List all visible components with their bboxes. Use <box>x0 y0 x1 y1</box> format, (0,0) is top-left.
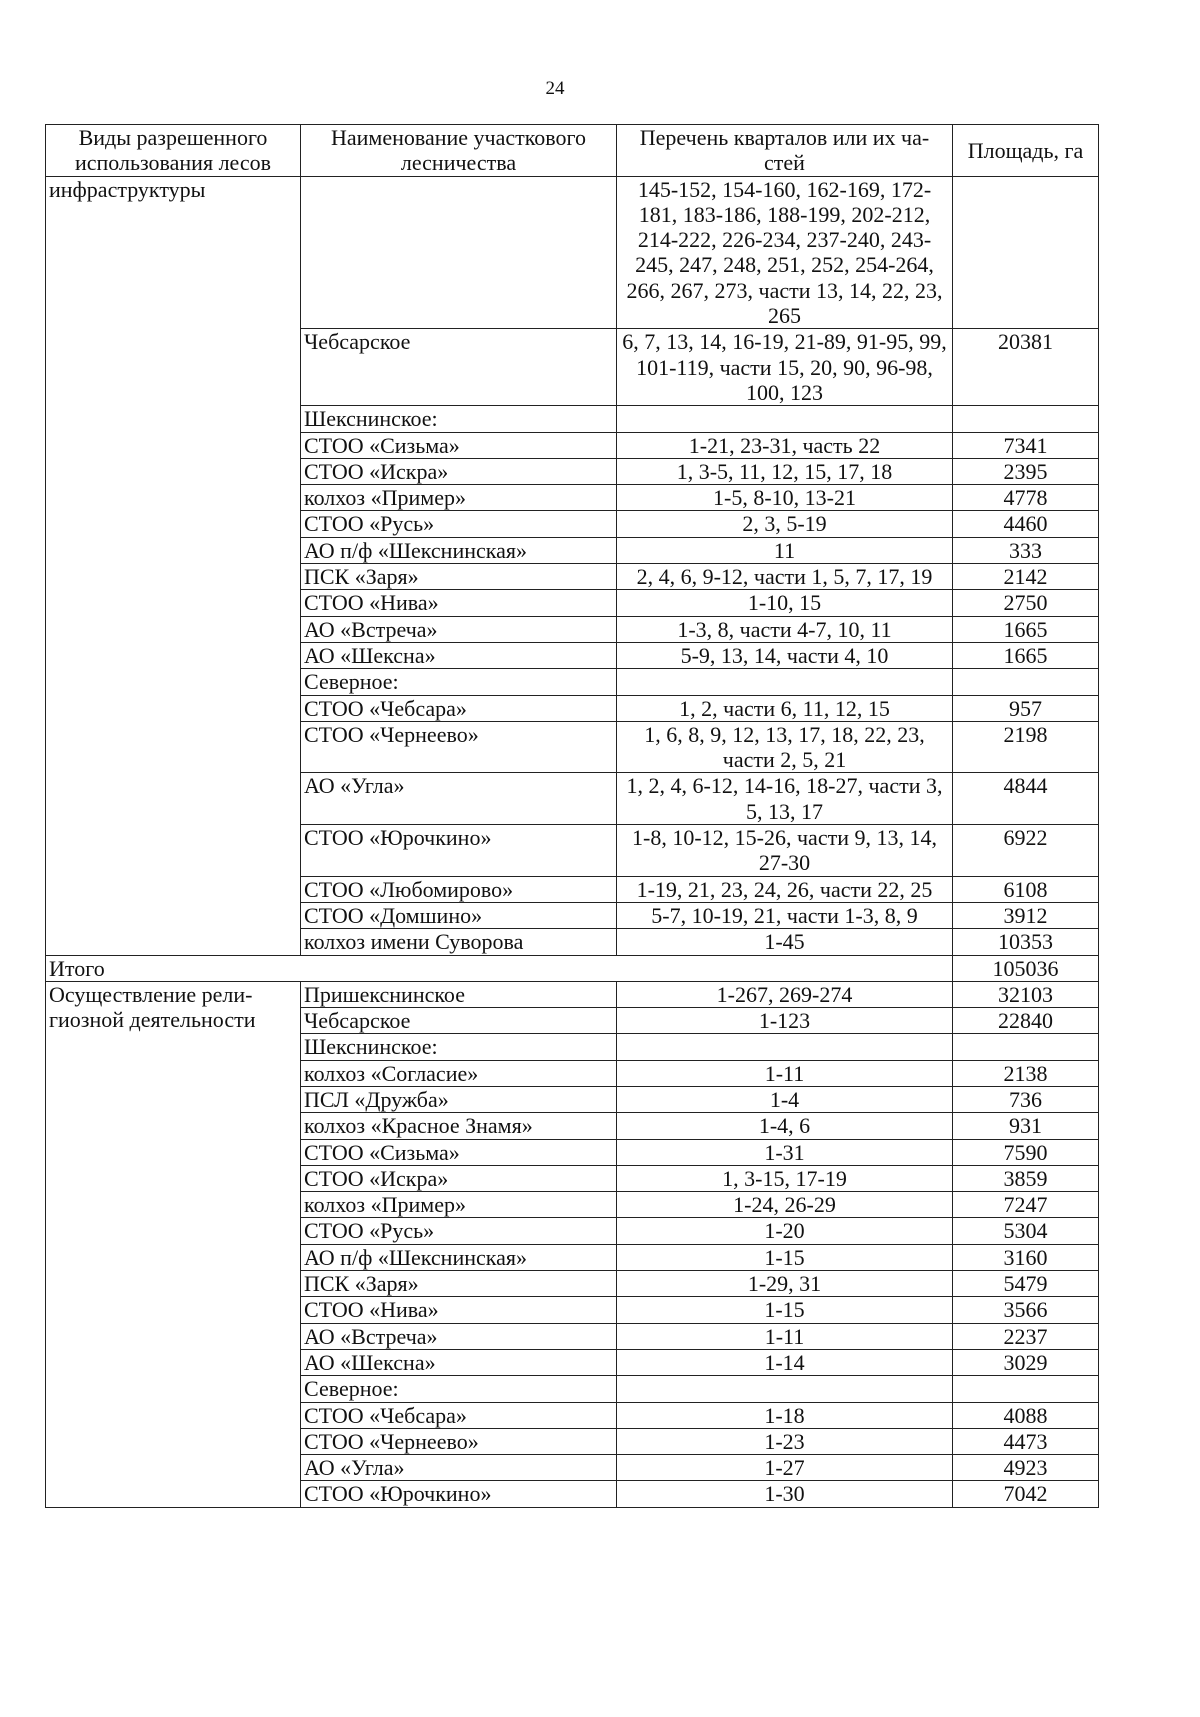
quarters-cell: 145-152, 154-160, 162-169, 172-181, 183-186, 188-199, 202-212, 214-222, 226-234, 237-240, 243-245, 247, 248, 251, 252, 254-264, 266, 267, 273, части 13, 14, 22, 23, 265 <box>617 176 953 329</box>
quarters-cell: 1-4, 6 <box>617 1113 953 1139</box>
forestry-name-cell: АО «Встреча» <box>301 1323 617 1349</box>
forestry-name-cell: Шекснинское: <box>301 406 617 432</box>
area-cell: 7042 <box>953 1481 1099 1507</box>
total-area: 105036 <box>953 955 1099 981</box>
quarters-cell: 1, 2, части 6, 11, 12, 15 <box>617 695 953 721</box>
area-cell: 5304 <box>953 1218 1099 1244</box>
forestry-name-cell: АО «Угла» <box>301 1455 617 1481</box>
forestry-name-cell: СТОО «Сизьма» <box>301 432 617 458</box>
quarters-cell: 1-23 <box>617 1428 953 1454</box>
area-cell: 4923 <box>953 1455 1099 1481</box>
quarters-cell: 1-8, 10-12, 15-26, части 9, 13, 14, 27-30 <box>617 825 953 877</box>
quarters-cell: 1-4 <box>617 1086 953 1112</box>
forestry-name-cell: СТОО «Домшино» <box>301 902 617 928</box>
area-cell: 333 <box>953 537 1099 563</box>
quarters-cell <box>617 1034 953 1060</box>
quarters-cell: 2, 3, 5-19 <box>617 511 953 537</box>
area-cell: 3912 <box>953 902 1099 928</box>
forestry-name-cell: Пришекснинское <box>301 981 617 1007</box>
area-cell: 4844 <box>953 773 1099 825</box>
quarters-cell <box>617 669 953 695</box>
use-type-cell: инфраструктуры <box>46 176 301 955</box>
area-cell: 2138 <box>953 1060 1099 1086</box>
area-cell: 5479 <box>953 1271 1099 1297</box>
header-forestry-name: Наименование участкового лесничества <box>301 125 617 177</box>
quarters-cell: 6, 7, 13, 14, 16-19, 21-89, 91-95, 99, 101-119, части 15, 20, 90, 96-98, 100, 123 <box>617 329 953 406</box>
header-area: Площадь, га <box>953 125 1099 177</box>
area-cell <box>953 1376 1099 1402</box>
area-cell: 6108 <box>953 876 1099 902</box>
area-cell: 3029 <box>953 1349 1099 1375</box>
quarters-cell: 1-5, 8-10, 13-21 <box>617 485 953 511</box>
quarters-cell: 1-20 <box>617 1218 953 1244</box>
quarters-cell: 1-11 <box>617 1323 953 1349</box>
forestry-name-cell: Северное: <box>301 669 617 695</box>
forestry-name-cell: ПСК «Заря» <box>301 1271 617 1297</box>
quarters-cell: 1-19, 21, 23, 24, 26, части 22, 25 <box>617 876 953 902</box>
use-type-cell: Осуществление рели-гиозной деятельности <box>46 981 301 1507</box>
header-use-type: Виды разрешенного использования лесов <box>46 125 301 177</box>
forestry-name-cell: СТОО «Русь» <box>301 1218 617 1244</box>
forestry-name-cell: колхоз имени Суворова <box>301 929 617 955</box>
quarters-cell: 1-267, 269-274 <box>617 981 953 1007</box>
quarters-cell <box>617 1376 953 1402</box>
quarters-cell: 1-27 <box>617 1455 953 1481</box>
area-cell: 3859 <box>953 1165 1099 1191</box>
area-cell: 1665 <box>953 642 1099 668</box>
area-cell: 7247 <box>953 1192 1099 1218</box>
area-cell: 22840 <box>953 1008 1099 1034</box>
area-cell <box>953 406 1099 432</box>
quarters-cell: 1-24, 26-29 <box>617 1192 953 1218</box>
total-row <box>46 955 1099 981</box>
forestry-name-cell: СТОО «Юрочкино» <box>301 1481 617 1507</box>
area-cell: 20381 <box>953 329 1099 406</box>
area-cell: 931 <box>953 1113 1099 1139</box>
quarters-cell: 1-14 <box>617 1349 953 1375</box>
quarters-cell: 1-3, 8, части 4-7, 10, 11 <box>617 616 953 642</box>
forestry-name-cell: колхоз «Согласие» <box>301 1060 617 1086</box>
forestry-name-cell: СТОО «Чернеево» <box>301 721 617 773</box>
area-cell: 4460 <box>953 511 1099 537</box>
forestry-name-cell: СТОО «Чебсара» <box>301 1402 617 1428</box>
area-cell: 4778 <box>953 485 1099 511</box>
forestry-name-cell: СТОО «Юрочкино» <box>301 825 617 877</box>
area-cell <box>953 176 1099 329</box>
quarters-cell: 1-45 <box>617 929 953 955</box>
area-cell <box>953 669 1099 695</box>
forestry-name-cell: АО «Шексна» <box>301 642 617 668</box>
area-cell: 7341 <box>953 432 1099 458</box>
quarters-cell: 5-7, 10-19, 21, части 1-3, 8, 9 <box>617 902 953 928</box>
quarters-cell: 1, 6, 8, 9, 12, 13, 17, 18, 22, 23, части 2, 5, 21 <box>617 721 953 773</box>
area-cell: 2198 <box>953 721 1099 773</box>
forestry-name-cell: колхоз «Красное Знамя» <box>301 1113 617 1139</box>
area-cell: 1665 <box>953 616 1099 642</box>
table-body <box>46 176 1099 1507</box>
forestry-name-cell: Чебсарское <box>301 1008 617 1034</box>
quarters-cell: 1-29, 31 <box>617 1271 953 1297</box>
forestry-name-cell: СТОО «Искра» <box>301 1165 617 1191</box>
quarters-cell: 1, 3-5, 11, 12, 15, 17, 18 <box>617 458 953 484</box>
area-cell: 2237 <box>953 1323 1099 1349</box>
quarters-cell: 1-15 <box>617 1244 953 1270</box>
forestry-name-cell: колхоз «Пример» <box>301 485 617 511</box>
quarters-cell <box>617 406 953 432</box>
area-cell: 32103 <box>953 981 1099 1007</box>
quarters-cell: 1-123 <box>617 1008 953 1034</box>
header-quarters-list: Перечень кварталов или их ча-стей <box>617 125 953 177</box>
area-cell <box>953 1034 1099 1060</box>
forestry-name-cell: Северное: <box>301 1376 617 1402</box>
quarters-cell: 5-9, 13, 14, части 4, 10 <box>617 642 953 668</box>
forestry-name-cell: АО «Шексна» <box>301 1349 617 1375</box>
area-cell: 3160 <box>953 1244 1099 1270</box>
forestry-name-cell: СТОО «Нива» <box>301 1297 617 1323</box>
table-row <box>46 981 1099 1007</box>
forestry-name-cell: ПСК «Заря» <box>301 564 617 590</box>
area-cell: 957 <box>953 695 1099 721</box>
forestry-name-cell <box>301 176 617 329</box>
quarters-cell: 1-21, 23-31, часть 22 <box>617 432 953 458</box>
area-cell: 4088 <box>953 1402 1099 1428</box>
quarters-cell: 1-30 <box>617 1481 953 1507</box>
quarters-cell: 1-31 <box>617 1139 953 1165</box>
table-row <box>46 176 1099 329</box>
forestry-name-cell: СТОО «Сизьма» <box>301 1139 617 1165</box>
forestry-name-cell: АО п/ф «Шекснинская» <box>301 1244 617 1270</box>
area-cell: 7590 <box>953 1139 1099 1165</box>
quarters-cell: 1, 2, 4, 6-12, 14-16, 18-27, части 3, 5, 13, 17 <box>617 773 953 825</box>
quarters-cell: 1-11 <box>617 1060 953 1086</box>
quarters-cell: 11 <box>617 537 953 563</box>
forestry-name-cell: СТОО «Чернеево» <box>301 1428 617 1454</box>
area-cell: 2395 <box>953 458 1099 484</box>
forestry-name-cell: ПСЛ «Дружба» <box>301 1086 617 1112</box>
area-cell: 736 <box>953 1086 1099 1112</box>
forestry-name-cell: колхоз «Пример» <box>301 1192 617 1218</box>
quarters-cell: 1-15 <box>617 1297 953 1323</box>
area-cell: 3566 <box>953 1297 1099 1323</box>
forestry-name-cell: АО «Угла» <box>301 773 617 825</box>
quarters-cell: 1-10, 15 <box>617 590 953 616</box>
quarters-cell: 1, 3-15, 17-19 <box>617 1165 953 1191</box>
page-number: 24 <box>545 78 565 99</box>
forestry-name-cell: СТОО «Нива» <box>301 590 617 616</box>
forestry-name-cell: СТОО «Чебсара» <box>301 695 617 721</box>
forestry-name-cell: Шекснинское: <box>301 1034 617 1060</box>
quarters-cell: 2, 4, 6, 9-12, части 1, 5, 7, 17, 19 <box>617 564 953 590</box>
forestry-name-cell: СТОО «Русь» <box>301 511 617 537</box>
forestry-name-cell: АО п/ф «Шекснинская» <box>301 537 617 563</box>
forestry-name-cell: СТОО «Искра» <box>301 458 617 484</box>
total-label: Итого <box>46 955 953 981</box>
forestry-name-cell: АО «Встреча» <box>301 616 617 642</box>
header-row <box>46 125 1099 177</box>
forestry-name-cell: СТОО «Любомирово» <box>301 876 617 902</box>
area-cell: 6922 <box>953 825 1099 877</box>
area-cell: 4473 <box>953 1428 1099 1454</box>
area-cell: 2142 <box>953 564 1099 590</box>
area-cell: 10353 <box>953 929 1099 955</box>
forest-use-table <box>45 124 1099 1508</box>
area-cell: 2750 <box>953 590 1099 616</box>
forestry-name-cell: Чебсарское <box>301 329 617 406</box>
quarters-cell: 1-18 <box>617 1402 953 1428</box>
